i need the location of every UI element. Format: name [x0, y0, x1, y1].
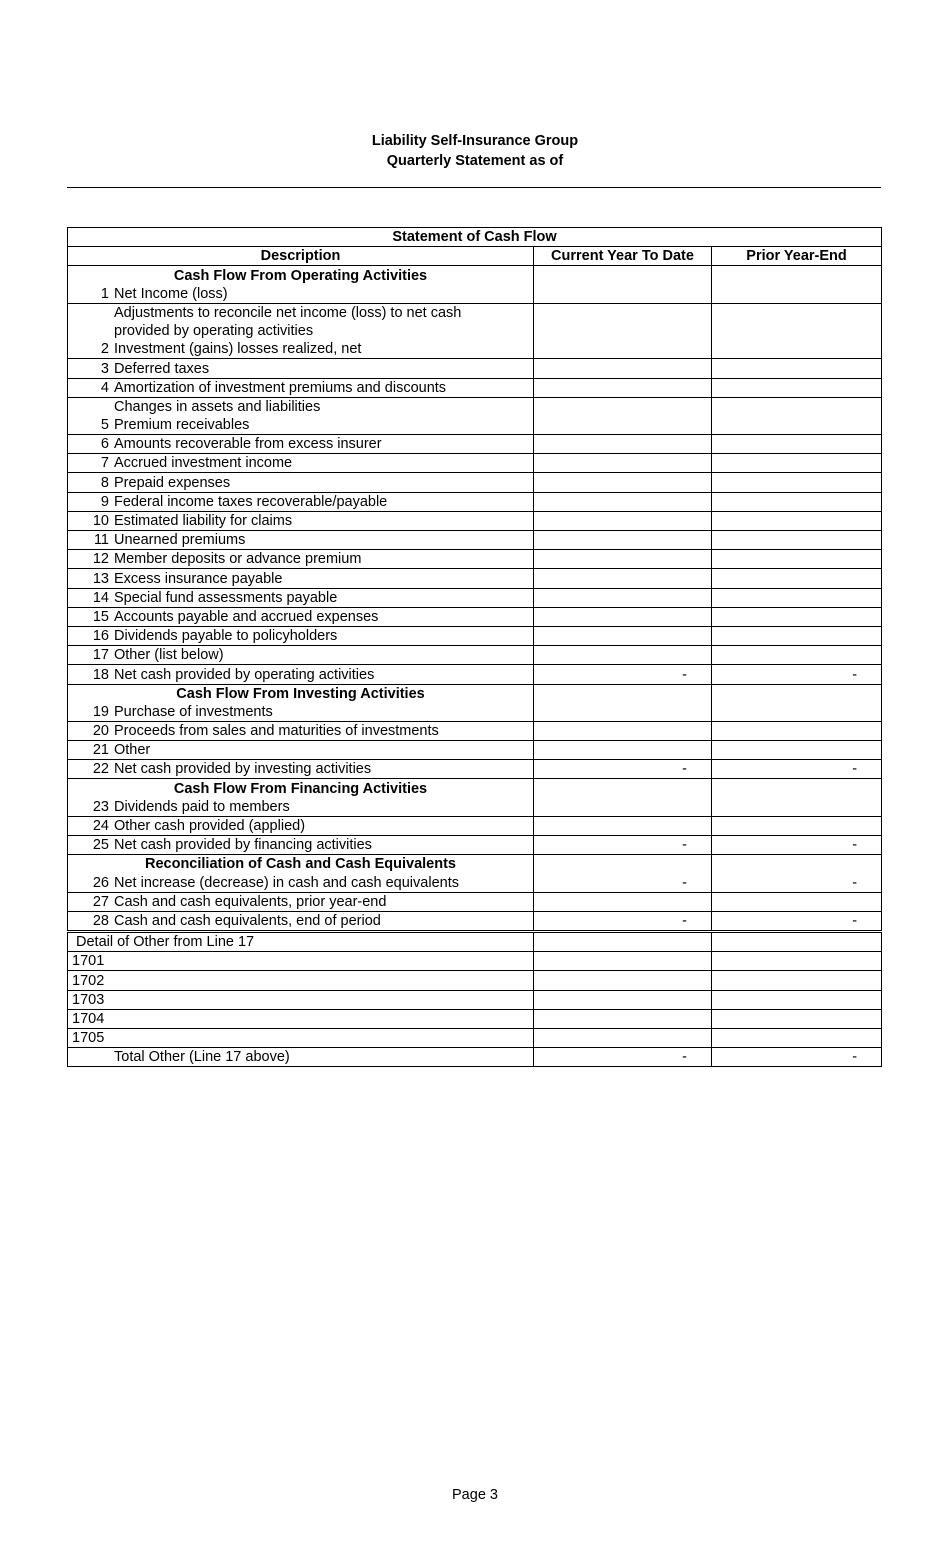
current-cell[interactable] — [534, 971, 712, 990]
row-label: 17 Other (list below) — [68, 646, 534, 665]
row-label: 7 Accrued investment income — [68, 454, 534, 473]
section-heading-row — [68, 684, 882, 703]
table-row — [68, 873, 882, 892]
col-current-year: Current Year To Date — [534, 247, 712, 266]
row-label: 28 Cash and cash equivalents, end of period — [68, 911, 534, 931]
table-row — [68, 435, 882, 454]
prior-cell[interactable] — [712, 492, 882, 511]
prior-cell[interactable] — [712, 340, 882, 359]
current-cell[interactable] — [534, 492, 712, 511]
prior-cell[interactable] — [712, 454, 882, 473]
section-financing-heading: Cash Flow From Financing Activities — [68, 779, 534, 798]
prior-cell[interactable] — [712, 531, 882, 550]
table-row — [68, 990, 882, 1009]
prior-cell[interactable] — [712, 721, 882, 740]
current-value: - — [534, 1048, 712, 1067]
table-row-subtotal — [68, 836, 882, 855]
current-cell[interactable] — [534, 703, 712, 722]
table-row — [68, 359, 882, 378]
table-row — [68, 492, 882, 511]
current-cell[interactable] — [534, 285, 712, 304]
current-cell[interactable] — [534, 359, 712, 378]
changes-label: Changes in assets and liabilities — [68, 397, 534, 416]
current-value: - — [534, 911, 712, 931]
table-row — [68, 952, 882, 971]
table-row — [68, 454, 882, 473]
table-row — [68, 1028, 882, 1047]
prior-cell[interactable] — [712, 892, 882, 911]
table-row — [68, 550, 882, 569]
current-cell[interactable] — [534, 1009, 712, 1028]
section-heading-row — [68, 779, 882, 798]
prior-cell[interactable] — [712, 816, 882, 835]
current-cell[interactable] — [534, 340, 712, 359]
prior-cell[interactable] — [712, 646, 882, 665]
current-value: - — [534, 665, 712, 684]
prior-cell[interactable] — [712, 569, 882, 588]
current-cell[interactable] — [534, 721, 712, 740]
row-label: 19 Purchase of investments — [68, 703, 534, 722]
prior-cell[interactable] — [712, 359, 882, 378]
detail-total-label: Total Other (Line 17 above) — [68, 1048, 534, 1067]
current-cell[interactable] — [534, 416, 712, 435]
table-row — [68, 646, 882, 665]
row-label: 15 Accounts payable and accrued expenses — [68, 607, 534, 626]
prior-cell[interactable] — [712, 798, 882, 817]
prior-cell[interactable] — [712, 550, 882, 569]
adjustments-label-b: provided by operating activities — [68, 322, 534, 340]
current-cell[interactable] — [534, 588, 712, 607]
table-title-row — [68, 228, 882, 247]
section-heading-row — [68, 855, 882, 874]
table-row — [68, 473, 882, 492]
current-cell[interactable] — [534, 531, 712, 550]
table-row — [68, 741, 882, 760]
row-label: 12 Member deposits or advance premium — [68, 550, 534, 569]
table-row — [68, 511, 882, 530]
row-label: 11 Unearned premiums — [68, 531, 534, 550]
prior-cell[interactable] — [712, 473, 882, 492]
current-cell[interactable] — [534, 473, 712, 492]
current-cell[interactable] — [534, 550, 712, 569]
current-cell[interactable] — [534, 569, 712, 588]
table-row — [68, 892, 882, 911]
section-reconciliation-heading: Reconciliation of Cash and Cash Equivalents — [68, 855, 534, 874]
header-rule — [67, 187, 881, 188]
section-investing-heading: Cash Flow From Investing Activities — [68, 684, 534, 703]
table-title: Statement of Cash Flow — [68, 228, 882, 247]
row-label: 26 Net increase (decrease) in cash and cash equivalents — [68, 873, 534, 892]
prior-cell[interactable] — [712, 741, 882, 760]
prior-cell[interactable] — [712, 511, 882, 530]
table-row-subtotal — [68, 665, 882, 684]
page-header — [0, 131, 950, 171]
prior-cell[interactable] — [712, 703, 882, 722]
current-cell[interactable] — [534, 454, 712, 473]
current-value: - — [534, 836, 712, 855]
table-row — [68, 303, 882, 322]
prior-cell[interactable] — [712, 1009, 882, 1028]
table-row — [68, 1009, 882, 1028]
table-row — [68, 971, 882, 990]
row-label: 16 Dividends payable to policyholders — [68, 626, 534, 645]
prior-cell[interactable] — [712, 952, 882, 971]
detail-code: 1703 — [68, 990, 534, 1009]
table-row — [68, 721, 882, 740]
prior-value: - — [712, 1048, 882, 1067]
current-cell[interactable] — [534, 626, 712, 645]
table-row — [68, 626, 882, 645]
current-cell[interactable] — [534, 607, 712, 626]
prior-value: - — [712, 665, 882, 684]
current-cell[interactable] — [534, 798, 712, 817]
row-label: 9 Federal income taxes recoverable/payable — [68, 492, 534, 511]
table-row — [68, 816, 882, 835]
prior-value: - — [712, 760, 882, 779]
row-label: 10 Estimated liability for claims — [68, 511, 534, 530]
detail-heading: Detail of Other from Line 17 — [68, 931, 534, 951]
prior-cell[interactable] — [712, 378, 882, 397]
prior-cell[interactable] — [712, 588, 882, 607]
page-number: Page 3 — [452, 1487, 498, 1503]
row-label: 27 Cash and cash equivalents, prior year-end — [68, 892, 534, 911]
current-cell[interactable] — [534, 378, 712, 397]
statement-subtitle: Quarterly Statement as of — [386, 153, 564, 169]
current-cell[interactable] — [534, 952, 712, 971]
org-name: Liability Self-Insurance Group — [371, 133, 579, 149]
prior-value: - — [712, 911, 882, 931]
prior-cell[interactable] — [712, 607, 882, 626]
prior-value: - — [712, 836, 882, 855]
table-row-total — [68, 911, 882, 931]
current-cell[interactable] — [534, 1028, 712, 1047]
current-cell[interactable] — [534, 816, 712, 835]
row-label: 23 Dividends paid to members — [68, 798, 534, 817]
row-label: 2 Investment (gains) losses realized, net — [68, 340, 534, 359]
table-row-total — [68, 1048, 882, 1067]
row-label: 3 Deferred taxes — [68, 359, 534, 378]
prior-cell[interactable] — [712, 626, 882, 645]
prior-value: - — [712, 873, 882, 892]
table-row — [68, 569, 882, 588]
cash-flow-table — [67, 227, 882, 1067]
prior-cell[interactable] — [712, 416, 882, 435]
table-row — [68, 416, 882, 435]
row-label: 4 Amortization of investment premiums and discounts — [68, 378, 534, 397]
column-header-row — [68, 247, 882, 266]
table-row — [68, 378, 882, 397]
row-label: 6 Amounts recoverable from excess insurer — [68, 435, 534, 454]
detail-code: 1701 — [68, 952, 534, 971]
detail-code: 1705 — [68, 1028, 534, 1047]
table-row — [68, 607, 882, 626]
section-operating-heading: Cash Flow From Operating Activities — [68, 266, 534, 285]
table-row — [68, 397, 882, 416]
row-label: 1 Net Income (loss) — [68, 285, 534, 304]
current-cell[interactable] — [534, 511, 712, 530]
table-row-subtotal — [68, 760, 882, 779]
current-value: - — [534, 873, 712, 892]
row-label: 21 Other — [68, 741, 534, 760]
prior-cell[interactable] — [712, 990, 882, 1009]
section-heading-row — [68, 266, 882, 285]
detail-code: 1704 — [68, 1009, 534, 1028]
detail-heading-row — [68, 931, 882, 951]
current-cell[interactable] — [534, 892, 712, 911]
row-label: 13 Excess insurance payable — [68, 569, 534, 588]
prior-cell[interactable] — [712, 435, 882, 454]
adjustments-label-a: Adjustments to reconcile net income (loss) to net cash — [68, 303, 534, 322]
table-row — [68, 322, 882, 340]
row-label: 25 Net cash provided by financing activities — [68, 836, 534, 855]
row-label: 18 Net cash provided by operating activities — [68, 665, 534, 684]
table-row — [68, 798, 882, 817]
current-cell[interactable] — [534, 741, 712, 760]
table-row — [68, 285, 882, 304]
row-label: 14 Special fund assessments payable — [68, 588, 534, 607]
col-prior-year: Prior Year-End — [712, 247, 882, 266]
row-label: 22 Net cash provided by investing activities — [68, 760, 534, 779]
table-row — [68, 588, 882, 607]
table-row — [68, 703, 882, 722]
row-label: 24 Other cash provided (applied) — [68, 816, 534, 835]
current-value: - — [534, 760, 712, 779]
prior-cell[interactable] — [712, 971, 882, 990]
prior-cell[interactable] — [712, 285, 882, 304]
prior-cell[interactable] — [712, 1028, 882, 1047]
col-description: Description — [68, 247, 534, 266]
table-row — [68, 340, 882, 359]
row-label: 20 Proceeds from sales and maturities of investments — [68, 721, 534, 740]
row-label: 5 Premium receivables — [68, 416, 534, 435]
current-cell[interactable] — [534, 990, 712, 1009]
detail-code: 1702 — [68, 971, 534, 990]
table-row — [68, 531, 882, 550]
row-label: 8 Prepaid expenses — [68, 473, 534, 492]
current-cell[interactable] — [534, 646, 712, 665]
current-cell[interactable] — [534, 435, 712, 454]
